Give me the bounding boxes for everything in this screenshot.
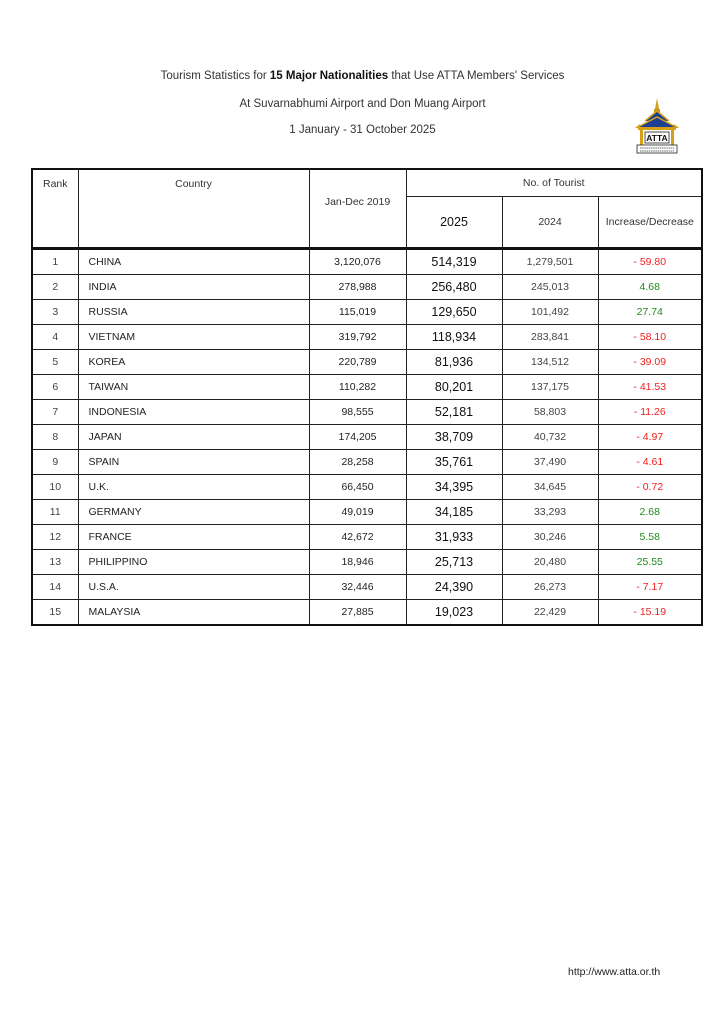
column-header-country: Country (78, 169, 309, 249)
table-body (32, 249, 702, 626)
tourists-2025-cell: 34,185 (406, 500, 502, 525)
tourists-2025-cell: 24,390 (406, 575, 502, 600)
table-row (32, 475, 702, 500)
country-cell: GERMANY (78, 500, 309, 525)
table-row (32, 350, 702, 375)
tourists-2025-cell: 256,480 (406, 275, 502, 300)
increase-decrease-cell: - 41.53 (598, 375, 702, 400)
rank-cell: 14 (32, 575, 78, 600)
tourists-2025-cell: 35,761 (406, 450, 502, 475)
rank-cell: 2 (32, 275, 78, 300)
jan-dec-2019-cell: 49,019 (309, 500, 406, 525)
tourism-statistics-table (31, 168, 703, 626)
tourists-2025-cell: 129,650 (406, 300, 502, 325)
tourists-2024-cell: 30,246 (502, 525, 598, 550)
increase-decrease-cell: 27.74 (598, 300, 702, 325)
rank-cell: 3 (32, 300, 78, 325)
jan-dec-2019-cell: 98,555 (309, 400, 406, 425)
increase-decrease-cell: - 15.19 (598, 600, 702, 626)
tourists-2025-cell: 81,936 (406, 350, 502, 375)
logo-column (671, 130, 674, 145)
rank-cell: 15 (32, 600, 78, 626)
country-cell: PHILIPPINO (78, 550, 309, 575)
increase-decrease-cell: - 4.61 (598, 450, 702, 475)
jan-dec-2019-cell: 42,672 (309, 525, 406, 550)
tourists-2024-cell: 58,803 (502, 400, 598, 425)
increase-decrease-cell: 5.58 (598, 525, 702, 550)
jan-dec-2019-cell: 110,282 (309, 375, 406, 400)
column-header-2025: 2025 (406, 197, 502, 249)
rank-cell: 7 (32, 400, 78, 425)
tourists-2025-cell: 514,319 (406, 249, 502, 275)
jan-dec-2019-cell: 18,946 (309, 550, 406, 575)
table-row (32, 325, 702, 350)
increase-decrease-cell: - 4.97 (598, 425, 702, 450)
table-row (32, 550, 702, 575)
tourists-2024-cell: 33,293 (502, 500, 598, 525)
table-row (32, 500, 702, 525)
jan-dec-2019-cell: 115,019 (309, 300, 406, 325)
increase-decrease-cell: - 58.10 (598, 325, 702, 350)
tourists-2024-cell: 34,645 (502, 475, 598, 500)
country-cell: INDONESIA (78, 400, 309, 425)
jan-dec-2019-cell: 32,446 (309, 575, 406, 600)
jan-dec-2019-cell: 27,885 (309, 600, 406, 626)
country-cell: VIETNAM (78, 325, 309, 350)
increase-decrease-cell: - 7.17 (598, 575, 702, 600)
increase-decrease-cell: - 39.09 (598, 350, 702, 375)
table-row (32, 450, 702, 475)
logo-roof-lower (638, 117, 676, 127)
jan-dec-2019-cell: 319,792 (309, 325, 406, 350)
title-suffix: that Use ATTA Members' Services (388, 70, 565, 82)
jan-dec-2019-cell: 220,789 (309, 350, 406, 375)
country-cell: INDIA (78, 275, 309, 300)
country-cell: JAPAN (78, 425, 309, 450)
increase-decrease-cell: 4.68 (598, 275, 702, 300)
country-cell: FRANCE (78, 525, 309, 550)
increase-decrease-cell: 25.55 (598, 550, 702, 575)
tourists-2024-cell: 40,732 (502, 425, 598, 450)
country-cell: CHINA (78, 249, 309, 275)
rank-cell: 11 (32, 500, 78, 525)
country-cell: MALAYSIA (78, 600, 309, 626)
tourists-2024-cell: 1,279,501 (502, 249, 598, 275)
tourists-2024-cell: 245,013 (502, 275, 598, 300)
tourists-2025-cell: 31,933 (406, 525, 502, 550)
country-cell: KOREA (78, 350, 309, 375)
table-row (32, 275, 702, 300)
jan-dec-2019-cell: 174,205 (309, 425, 406, 450)
increase-decrease-cell: - 59.80 (598, 249, 702, 275)
table-row (32, 249, 702, 275)
tourists-2025-cell: 80,201 (406, 375, 502, 400)
rank-cell: 4 (32, 325, 78, 350)
rank-cell: 6 (32, 375, 78, 400)
tourists-2024-cell: 26,273 (502, 575, 598, 600)
rank-cell: 13 (32, 550, 78, 575)
report-period: 1 January - 31 October 2025 (289, 124, 436, 136)
tourists-2025-cell: 19,023 (406, 600, 502, 626)
increase-decrease-cell: - 0.72 (598, 475, 702, 500)
tourists-2025-cell: 34,395 (406, 475, 502, 500)
tourists-2024-cell: 20,480 (502, 550, 598, 575)
title-bold: 15 Major Nationalities (269, 70, 389, 82)
column-header-2024: 2024 (502, 197, 598, 249)
tourists-2025-cell: 38,709 (406, 425, 502, 450)
tourists-2024-cell: 137,175 (502, 375, 598, 400)
table-row (32, 425, 702, 450)
tourists-2024-cell: 22,429 (502, 600, 598, 626)
footer-url: http://www.atta.or.th (568, 966, 661, 978)
rank-cell: 10 (32, 475, 78, 500)
title-prefix: Tourism Statistics for (160, 70, 270, 82)
jan-dec-2019-cell: 278,988 (309, 275, 406, 300)
column-header-rank: Rank (32, 169, 78, 249)
tourists-2024-cell: 283,841 (502, 325, 598, 350)
rank-cell: 9 (32, 450, 78, 475)
tourists-2025-cell: 25,713 (406, 550, 502, 575)
country-cell: SPAIN (78, 450, 309, 475)
atta-logo (632, 97, 682, 155)
table-row (32, 300, 702, 325)
table-row (32, 575, 702, 600)
table-row (32, 525, 702, 550)
column-header-increase-decrease: Increase/Decrease (598, 197, 702, 249)
rank-cell: 5 (32, 350, 78, 375)
table-row (32, 375, 702, 400)
country-cell: U.S.A. (78, 575, 309, 600)
country-cell: RUSSIA (78, 300, 309, 325)
country-cell: TAIWAN (78, 375, 309, 400)
logo-spire (655, 98, 659, 109)
tourists-2024-cell: 134,512 (502, 350, 598, 375)
table-row (32, 400, 702, 425)
rank-cell: 1 (32, 249, 78, 275)
logo-column (640, 130, 643, 145)
tourists-2024-cell: 101,492 (502, 300, 598, 325)
rank-cell: 8 (32, 425, 78, 450)
tourists-2024-cell: 37,490 (502, 450, 598, 475)
column-header-jan-dec-2019: Jan-Dec 2019 (309, 169, 406, 249)
increase-decrease-cell: 2.68 (598, 500, 702, 525)
report-title (0, 70, 725, 82)
jan-dec-2019-cell: 28,258 (309, 450, 406, 475)
rank-cell: 12 (32, 525, 78, 550)
tourists-2025-cell: 52,181 (406, 400, 502, 425)
tourists-2025-cell: 118,934 (406, 325, 502, 350)
country-cell: U.K. (78, 475, 309, 500)
column-header-no-of-tourist: No. of Tourist (406, 169, 702, 197)
increase-decrease-cell: - 11.26 (598, 400, 702, 425)
report-subtitle: At Suvarnabhumi Airport and Don Muang Airport (239, 98, 486, 110)
logo-text: ATTA (646, 133, 668, 143)
jan-dec-2019-cell: 66,450 (309, 475, 406, 500)
table-row (32, 600, 702, 626)
jan-dec-2019-cell: 3,120,076 (309, 249, 406, 275)
